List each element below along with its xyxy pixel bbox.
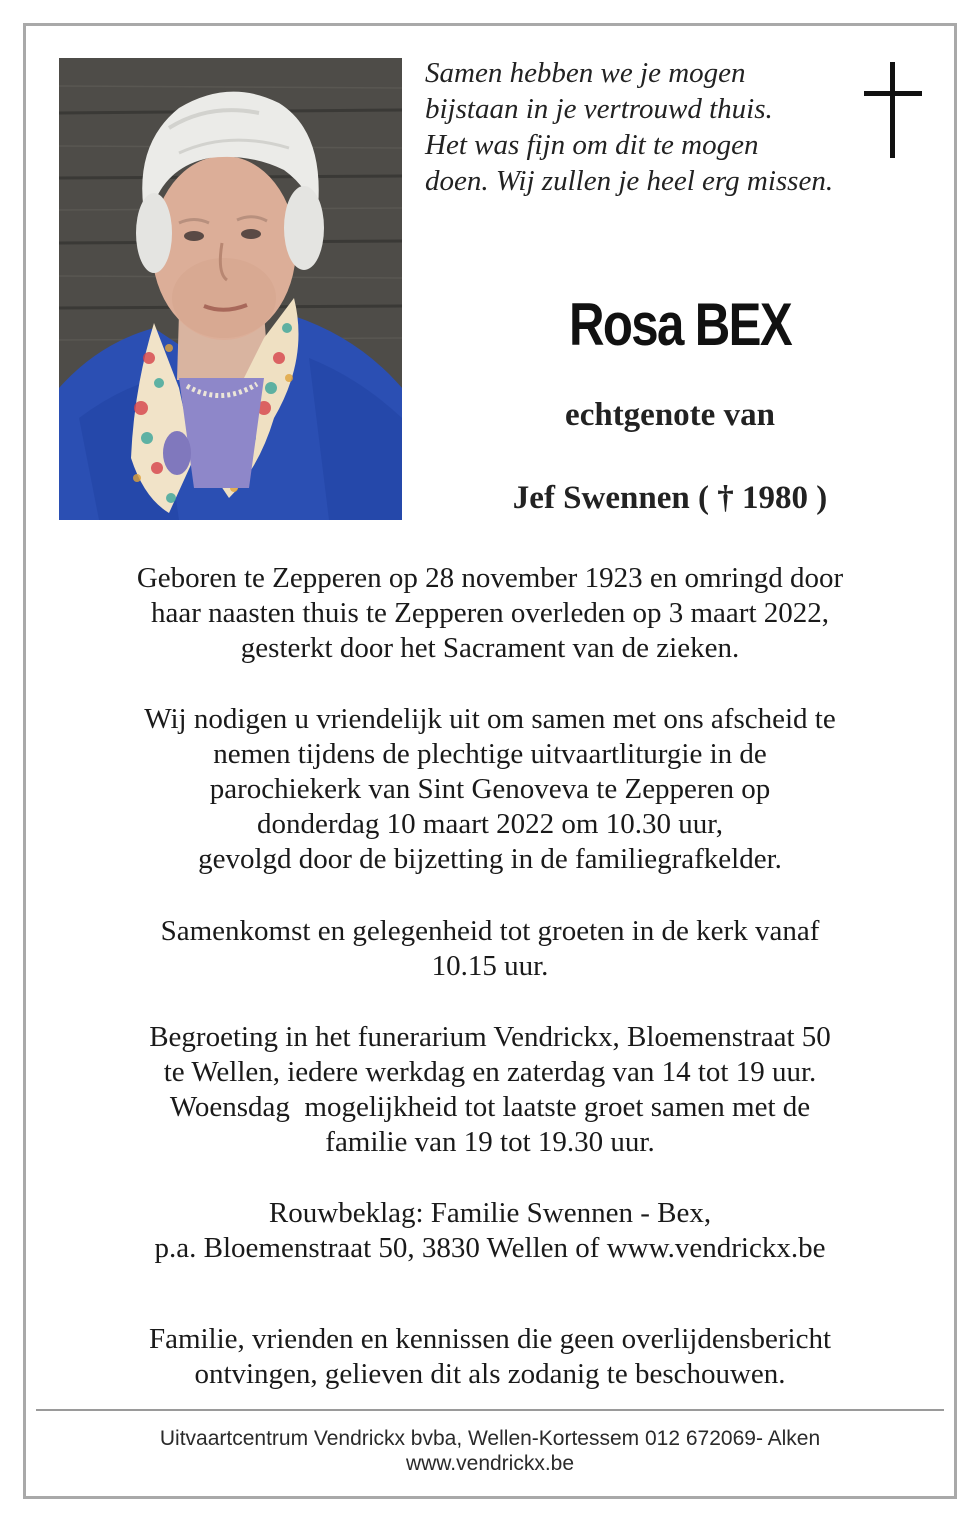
deceased-name: Rosa BEX (568, 291, 792, 358)
condolences-paragraph (40, 1196, 940, 1266)
footer-divider (36, 1409, 944, 1411)
quote-line: doen. Wij zullen je heel erg missen. (425, 165, 834, 197)
footer-website: www.vendrickx.be (405, 1452, 575, 1475)
funeral-home-footer (40, 1426, 940, 1476)
visitation-paragraph (40, 1020, 940, 1160)
text-line: Wij nodigen u vriendelijk uit om samen met ons afscheid te (144, 703, 836, 735)
text-line: gesterkt door het Sacrament van de zieken. (240, 632, 740, 664)
text-line: 10.15 uur. (431, 950, 549, 982)
footer-line: Uitvaartcentrum Vendrickx bvba, Wellen-Kortessem 012 672069- Alken (159, 1427, 821, 1450)
text-line: Begroeting in het funerarium Vendrickx, Bloemenstraat 50 (149, 1021, 831, 1053)
text-line: familie van 19 tot 19.30 uur. (325, 1126, 655, 1158)
gathering-paragraph (40, 914, 940, 984)
memorial-quote (425, 55, 895, 199)
spouse-name: Jef Swennen ( † 1980 ) (512, 480, 828, 516)
text-line: Geboren te Zepperen op 28 november 1923 en omringd door (136, 562, 844, 594)
birth-death-paragraph (40, 561, 940, 666)
text-line: haar naasten thuis te Zepperen overleden op 3 maart 2022, (150, 597, 830, 629)
ceremony-paragraph (40, 702, 940, 877)
portrait-photo (59, 58, 402, 520)
text-line: Samenkomst en gelegenheid tot groeten in de kerk vanaf (160, 915, 820, 947)
relation-label: echtgenote van (565, 397, 775, 433)
text-line: p.a. Bloemenstraat 50, 3830 Wellen of www.vendrickx.be (154, 1232, 826, 1264)
notice-paragraph (40, 1322, 940, 1392)
cross-icon (862, 62, 924, 160)
text-line: ontvingen, gelieven dit als zodanig te beschouwen. (194, 1358, 786, 1390)
text-line: te Wellen, iedere werkdag en zaterdag van 14 tot 19 uur. (163, 1056, 817, 1088)
text-line: Familie, vrienden en kennissen die geen overlijdensbericht (148, 1323, 832, 1355)
text-line: donderdag 10 maart 2022 om 10.30 uur, (257, 808, 723, 840)
text-line: parochiekerk van Sint Genoveva te Zepperen op (209, 773, 771, 805)
text-line: nemen tijdens de plechtige uitvaartliturgie in de (213, 738, 767, 770)
quote-line: Het was fijn om dit te mogen (425, 129, 759, 161)
text-line: gevolgd door de bijzetting in de familiegrafkelder. (198, 843, 782, 875)
text-line: Woensdag mogelijkheid tot laatste groet samen met de (169, 1091, 811, 1123)
quote-line: bijstaan in je vertrouwd thuis. (425, 93, 773, 125)
quote-line: Samen hebben we je mogen (425, 57, 746, 89)
text-line: Rouwbeklag: Familie Swennen - Bex, (268, 1197, 712, 1229)
